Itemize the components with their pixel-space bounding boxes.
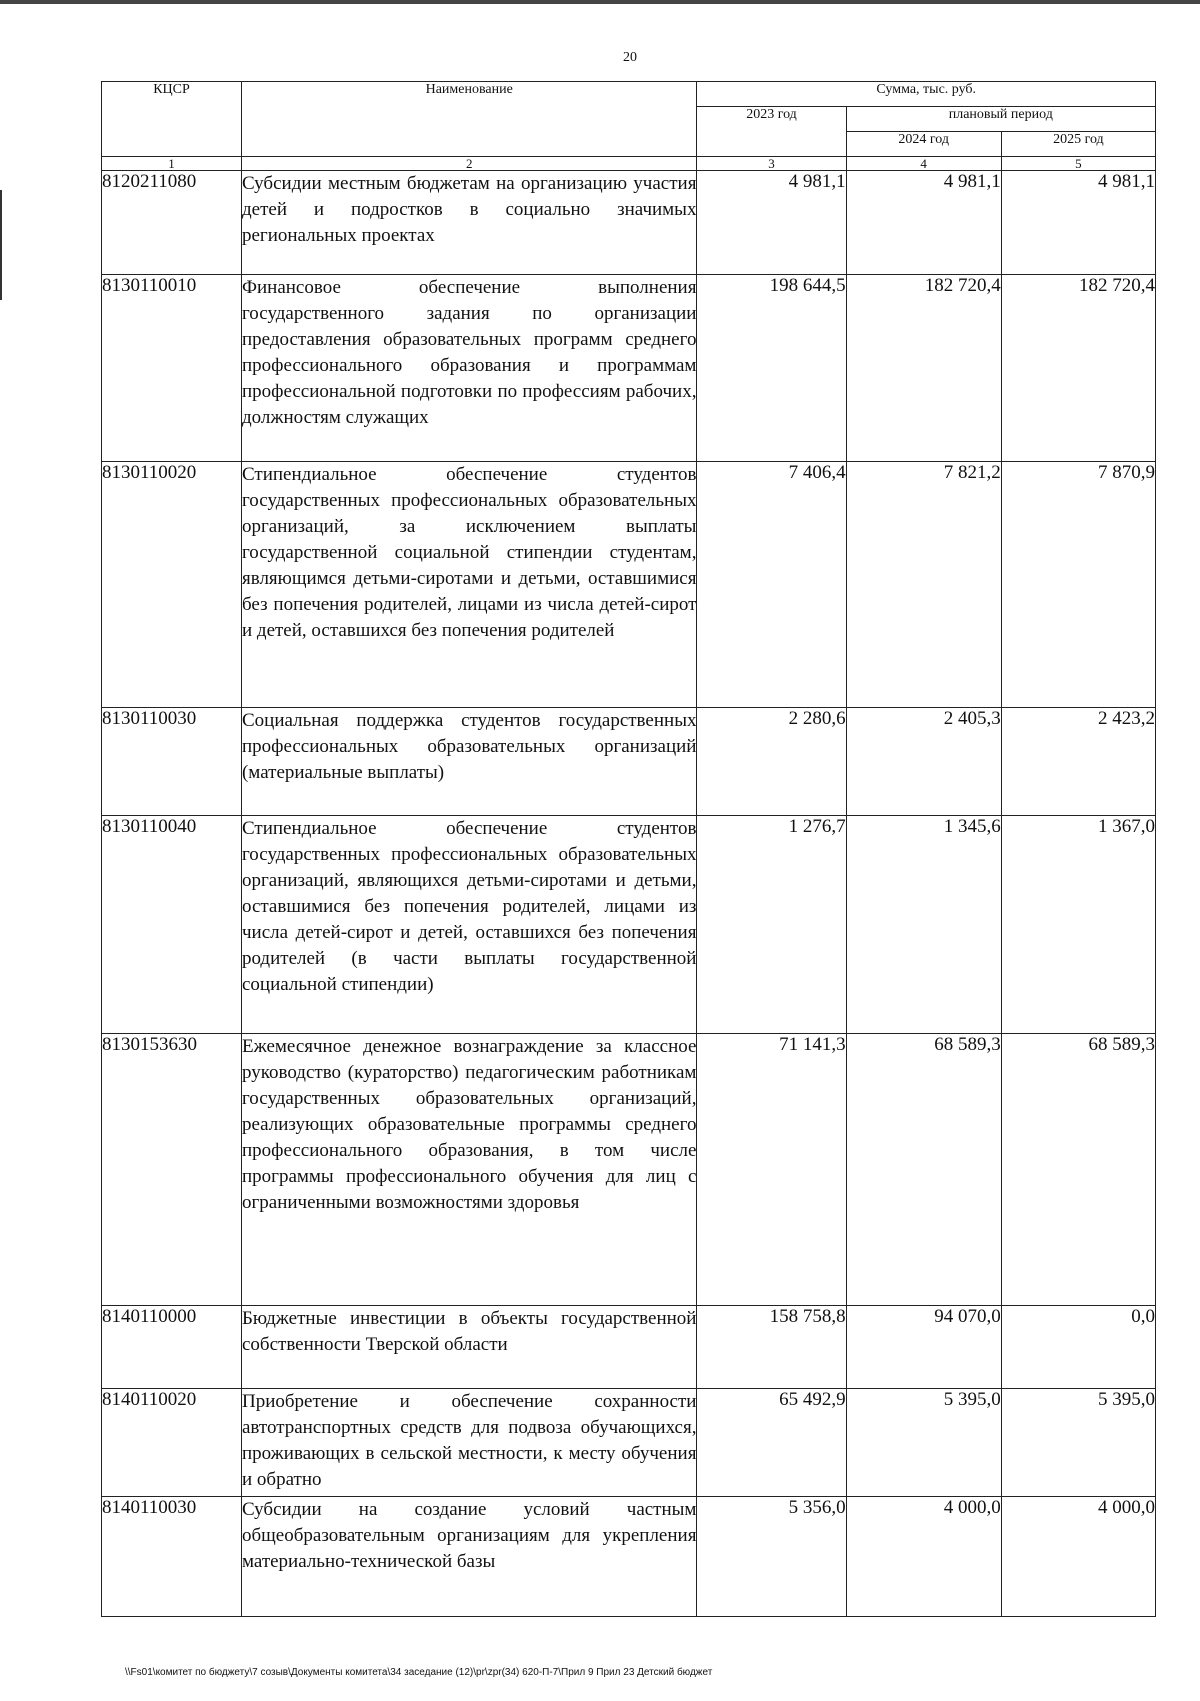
row-2024: 4 981,1 <box>846 171 1001 275</box>
row-2025: 0,0 <box>1001 1306 1155 1389</box>
row-name: Субсидии местным бюджетам на организацию участия детей и подростков в социально значимых региональных проектах <box>241 171 696 275</box>
row-code: 8130110020 <box>102 462 242 708</box>
row-2023: 198 644,5 <box>697 275 846 462</box>
row-2025: 4 000,0 <box>1001 1497 1155 1617</box>
header-plan-period: плановый период <box>846 107 1155 132</box>
row-2023: 4 981,1 <box>697 171 846 275</box>
header-code: КЦСР <box>102 82 242 157</box>
row-2023: 1 276,7 <box>697 816 846 1034</box>
row-2024: 68 589,3 <box>846 1034 1001 1306</box>
table-row <box>102 171 1156 275</box>
row-name: Финансовое обеспечение выполнения государственного задания по организации предоставления образовательных программ среднего профессионального образования и программам профессиональной подготовки по профессиям рабочих, должностям служащих <box>241 275 696 462</box>
header-2023: 2023 год <box>697 107 846 157</box>
row-2023: 5 356,0 <box>697 1497 846 1617</box>
row-name: Стипендиальное обеспечение студентов государственных профессиональных образовательных организаций, за исключением выплаты государственной социальной стипендии студентам, являющимся детьми-сиротами и детьми, оставшимися без попечения родителей, лицами из числа детей-сирот и детей, оставшихся без попечения родителей <box>241 462 696 708</box>
budget-table <box>101 81 1156 1617</box>
header-name: Наименование <box>241 82 696 157</box>
header-index-cell: 5 <box>1001 157 1155 171</box>
row-2024: 2 405,3 <box>846 708 1001 816</box>
table-row <box>102 708 1156 816</box>
scan-margin-mark <box>0 190 2 300</box>
row-code: 8140110030 <box>102 1497 242 1617</box>
file-path-footer: \\Fs01\комитет по бюджету\7 созыв\Документы комитета\34 заседание (12)\pr\zpr(34) 620-П-7\Прил 9 Прил 23 Детский бюджет <box>125 1667 713 1678</box>
row-2024: 94 070,0 <box>846 1306 1001 1389</box>
row-2025: 7 870,9 <box>1001 462 1155 708</box>
table-row <box>102 462 1156 708</box>
row-2025: 2 423,2 <box>1001 708 1155 816</box>
row-2023: 65 492,9 <box>697 1389 846 1497</box>
row-name: Бюджетные инвестиции в объекты государственной собственности Тверской области <box>241 1306 696 1389</box>
row-name: Стипендиальное обеспечение студентов государственных профессиональных образовательных организаций, являющихся детьми-сиротами и детьми, оставшимися без попечения родителей, лицами из числа детей-сирот и детей, оставшихся без попечения родителей (в части выплаты государственной социальной стипендии) <box>241 816 696 1034</box>
row-2024: 5 395,0 <box>846 1389 1001 1497</box>
row-name: Субсидии на создание условий частным общеобразовательным организациям для укрепления материально-технической базы <box>241 1497 696 1617</box>
row-2023: 7 406,4 <box>697 462 846 708</box>
row-code: 8130110040 <box>102 816 242 1034</box>
row-code: 8130110030 <box>102 708 242 816</box>
header-index-cell: 4 <box>846 157 1001 171</box>
header-sum: Сумма, тыс. руб. <box>697 82 1156 107</box>
row-2023: 2 280,6 <box>697 708 846 816</box>
row-code: 8140110020 <box>102 1389 242 1497</box>
table-row <box>102 1306 1156 1389</box>
header-index-cell: 1 <box>102 157 242 171</box>
row-name: Социальная поддержка студентов государственных профессиональных образовательных организаций (материальные выплаты) <box>241 708 696 816</box>
header-index-cell: 2 <box>241 157 696 171</box>
header-2025: 2025 год <box>1001 132 1155 157</box>
row-2025: 68 589,3 <box>1001 1034 1155 1306</box>
row-name: Приобретение и обеспечение сохранности автотранспортных средств для подвоза обучающихся, проживающих в сельской местности, к месту обучения и обратно <box>241 1389 696 1497</box>
page-number: 20 <box>623 50 637 65</box>
row-2024: 1 345,6 <box>846 816 1001 1034</box>
table-row <box>102 275 1156 462</box>
row-2023: 71 141,3 <box>697 1034 846 1306</box>
row-2024: 7 821,2 <box>846 462 1001 708</box>
header-2024: 2024 год <box>846 132 1001 157</box>
table-row <box>102 1497 1156 1617</box>
row-2025: 1 367,0 <box>1001 816 1155 1034</box>
header-row-1 <box>102 82 1156 107</box>
row-2025: 4 981,1 <box>1001 171 1155 275</box>
header-index-row <box>102 157 1156 171</box>
row-2024: 182 720,4 <box>846 275 1001 462</box>
row-2023: 158 758,8 <box>697 1306 846 1389</box>
row-2025: 5 395,0 <box>1001 1389 1155 1497</box>
table-row <box>102 816 1156 1034</box>
row-name: Ежемесячное денежное вознаграждение за классное руководство (кураторство) педагогическим работникам государственных образовательных организаций, реализующих образовательные программы среднего профессионального образования, в том числе программы профессионального обучения для лиц с ограниченными возможностями здоровья <box>241 1034 696 1306</box>
row-2024: 4 000,0 <box>846 1497 1001 1617</box>
row-code: 8130110010 <box>102 275 242 462</box>
row-code: 8140110000 <box>102 1306 242 1389</box>
row-code: 8130153630 <box>102 1034 242 1306</box>
table-row <box>102 1034 1156 1306</box>
row-code: 8120211080 <box>102 171 242 275</box>
row-2025: 182 720,4 <box>1001 275 1155 462</box>
table-row <box>102 1389 1156 1497</box>
header-index-cell: 3 <box>697 157 846 171</box>
top-rule <box>0 0 1200 4</box>
